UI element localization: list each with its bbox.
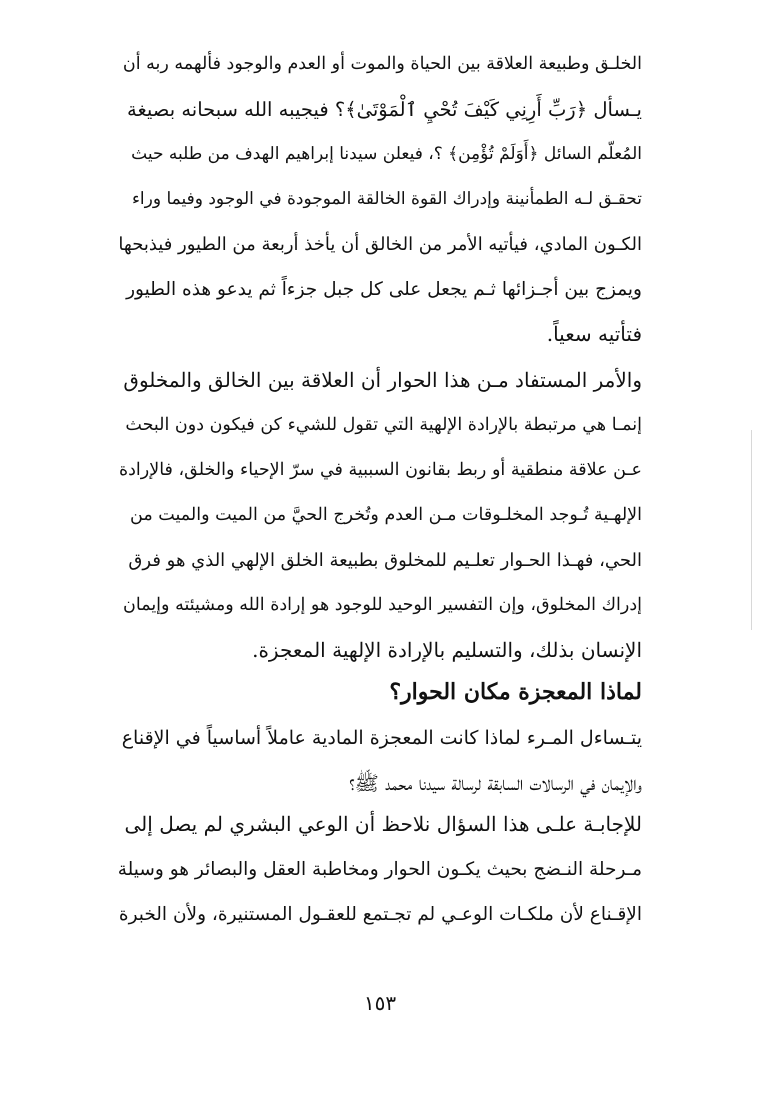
paragraph-1 xyxy=(118,42,642,357)
page-number: ١٥٣ xyxy=(363,991,397,1015)
text-line: تحقـق لـه الطمأنينة وإدراك القوة الخالقة الموجودة في الوجود وفيما وراء xyxy=(131,189,642,209)
paragraph-3 xyxy=(118,716,642,806)
text-line: الكـون المادي، فيأتيه الأمر من الخالق أن يأخذ أربعة من الطيور فيذبحها xyxy=(118,234,642,255)
text-line: يـسأل ﴿رَبِّ أَرِنِي كَيْفَ تُحْيِ ٱلْمَوْتَىٰ﴾؟ فيجيبه الله سبحانه بصيغة xyxy=(127,98,642,121)
text-line: إدراك المخلوق، وإن التفسير الوحيد للوجود هو إرادة الله ومشيئته وإيمان xyxy=(123,595,642,615)
text-line: الإقـناع لأن ملكـات الوعـي لم تجـتمع للعقـول المستنيرة، ولأن الخبرة xyxy=(118,904,642,925)
text-line: إنمـا هي مرتبطة بالإرادة الإلهية التي تقول للشيء كن فيكون دون البحث xyxy=(125,415,642,435)
text-line: الإلهـية تُـوجد المخلـوقات مـن العدم وتُخرج الحيَّ من الميت والميت من xyxy=(130,505,642,525)
page-edge-line xyxy=(751,430,752,630)
text-line: مـرحلة النـضج بحيث يكـون الحوار ومخاطبة العقل والبصائر هو وسيلة xyxy=(117,859,642,880)
text-line: الإنسان بذلك، والتسليم بالإرادة الإلهية المعجزة. xyxy=(252,638,642,662)
text-line: المُعلّم السائل ﴿أَوَلَمْ تُؤْمِن﴾ ؟، فيعلن سيدنا إبراهيم الهدف من طلبه حيث xyxy=(131,144,642,164)
text-line: الخلـق وطبيعة العلاقة بين الحياة والموت أو العدم والوجود فألهمه ربه أن xyxy=(122,54,642,74)
text-line: للإجابـة علـى هذا السؤال نلاحظ أن الوعي البشري لم يصل إلى xyxy=(124,812,642,836)
text-line: يتـساءل المـرء لماذا كانت المعجزة المادية عاملاً أساسياً في الإقناع xyxy=(121,727,642,749)
text-line: فتأتيه سعياً. xyxy=(546,322,642,346)
text-line: الحي، فهـذا الحـوار تعلـيم للمخلوق بطبيعة الخلق الإلهي الذي هو فرق xyxy=(128,550,642,571)
text-line: والأمر المستفاد مـن هذا الحوار أن العلاقة بين الخالق والمخلوق xyxy=(123,368,642,392)
text-line: ويمزج بين أجـزائها ثـم يجعل على كل جبل جزءاً ثم يدعو هذه الطيور xyxy=(126,279,642,300)
section-heading: لماذا المعجزة مكان الحوار؟ xyxy=(389,679,642,705)
paragraph-4 xyxy=(118,802,642,937)
paragraph-2 xyxy=(118,358,642,673)
text-line: والإيمان في الرسالات السابقة لرسالة سيدنا محمد ﷺ؟ xyxy=(349,771,642,795)
text-line: عـن علاقة منطقية أو ربط بقانون السببية في سرّ الإحياء والخلق، فالإرادة xyxy=(118,460,642,480)
